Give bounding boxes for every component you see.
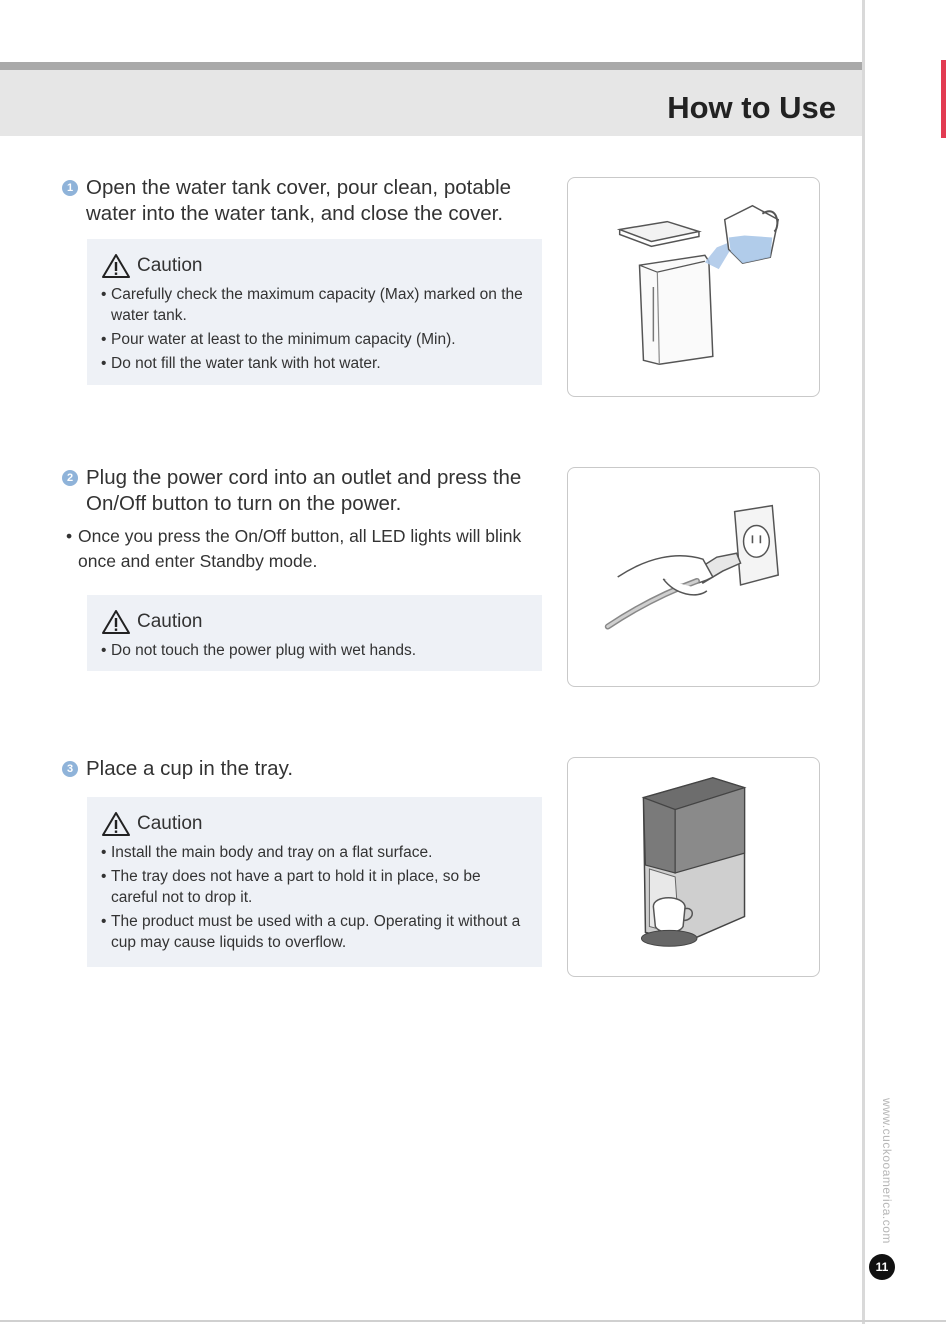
caution-heading <box>101 251 528 281</box>
section-edge-tab <box>941 60 946 138</box>
bottom-edge-line <box>0 1320 946 1322</box>
caution-item: • Carefully check the maximum capacity (Max) marked on the water tank. <box>101 286 523 324</box>
step-3-illustration <box>567 757 820 977</box>
caution-item: • Install the main body and tray on a flat surface. <box>101 844 433 861</box>
header-top-stripe <box>0 62 864 70</box>
caution-item: • Pour water at least to the minimum capacity (Min). <box>101 331 456 348</box>
warning-triangle-icon <box>101 811 131 837</box>
step-2-number: 2 <box>62 470 78 486</box>
step-3-title <box>62 756 552 782</box>
step-3-text: Place a cup in the tray. <box>86 757 294 780</box>
caution-item: • The tray does not have a part to hold it in place, so be careful not to drop it. <box>101 868 481 906</box>
caution-label: Caution <box>137 611 203 632</box>
step-1-caution-box <box>87 239 542 385</box>
step-2-note: • Once you press the On/Off button, all LED lights will blink once and enter Standby mode. <box>66 526 522 571</box>
step-1-title <box>62 175 552 227</box>
warning-triangle-icon <box>101 609 131 635</box>
plug-outlet-icon <box>568 468 819 686</box>
page-number: 11 <box>869 1254 895 1280</box>
warning-triangle-icon <box>101 253 131 279</box>
step-2-text: Plug the power cord into an outlet and press the On/Off button to turn on the power. <box>86 466 522 515</box>
header-band <box>0 70 864 136</box>
step-1-number: 1 <box>62 180 78 196</box>
step-2-title <box>62 465 552 517</box>
step-1-text: Open the water tank cover, pour clean, potable water into the water tank, and close the cover. <box>86 176 512 225</box>
caution-label: Caution <box>137 813 203 834</box>
caution-item: • The product must be used with a cup. Operating it without a cup may cause liquids to overflow. <box>101 913 521 951</box>
website-url: www.cuckooamerica.com <box>880 1098 894 1244</box>
page-title: How to Use <box>667 90 836 125</box>
caution-heading <box>101 607 528 637</box>
step-2-caution-box <box>87 595 542 671</box>
machine-with-cup-icon <box>568 758 819 976</box>
step-1-illustration <box>567 177 820 397</box>
step-3-number: 3 <box>62 761 78 777</box>
step-2-illustration <box>567 467 820 687</box>
caution-label: Caution <box>137 255 203 276</box>
step-3-caution-box <box>87 797 542 967</box>
caution-item: • Do not touch the power plug with wet hands. <box>101 642 417 659</box>
water-tank-pour-icon <box>568 178 819 396</box>
caution-heading <box>101 809 528 839</box>
right-margin-divider <box>862 0 865 1324</box>
caution-item: • Do not fill the water tank with hot water. <box>101 355 381 372</box>
